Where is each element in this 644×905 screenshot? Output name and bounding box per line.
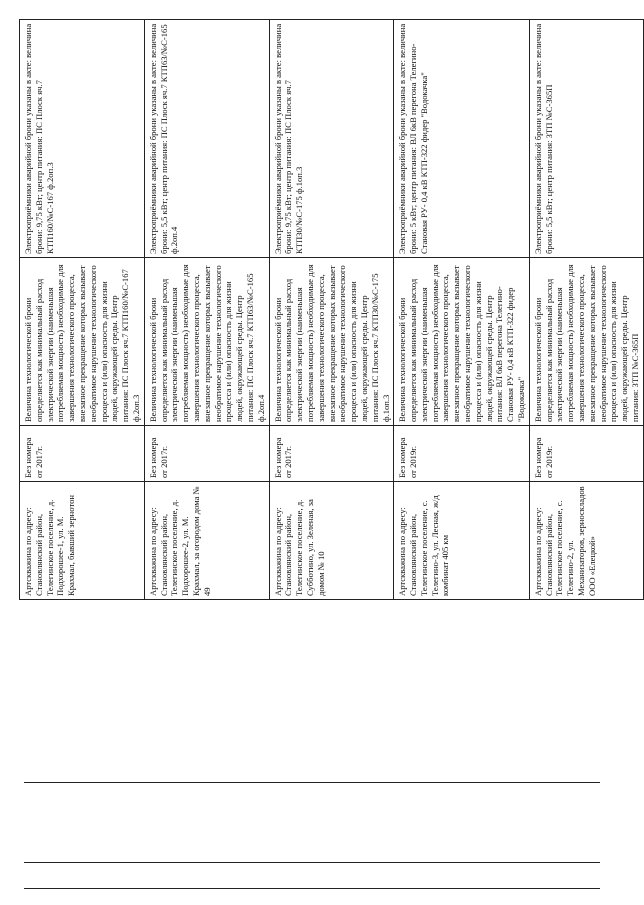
description-cell: Величина технологической брони определяется как минимальный расход электрической энергии (наименьшая потребляемая мощность) необходимые для завершения технологического процесса, внезапное прекращение которых вызывает необратимое нарушение технологического процесса и (или) опасность для жизни людей, окружающей среды. Центр питания: ВЛ 6кВ перегона Телегино-Становая РУ- 0,4 кВ КТП-322 фидер "Водокачка" [394, 258, 530, 426]
emergency-reserve-table [19, 19, 644, 600]
reserve-info-cell: Электроприёмники аварийной брони указаны в акте: величина брони: 9,75 кВт; центр питания: ПС Плоск яч.7 КТП160/№С-167 ф.2оп.3 [20, 20, 145, 258]
reserve-info-cell: Электроприёмники аварийной брони указаны в акте: величина брони: 5 кВт; центр питания: ВЛ 6кВ перегона Телегино- Становая РУ- 0,4 кВ КТП-322 фидер "Водокачка" [394, 20, 530, 258]
address-cell: Артскважина по адресу: Становлянский район, Телегинское поселение, с. Телегино-2, ул. Механизаторов, зерноскладов ООО «Елецкой» [529, 482, 643, 600]
table-row [529, 20, 643, 600]
table-row [20, 20, 145, 600]
description-cell: Величина технологической брони определяется как минимальный расход электрической энергии (наименьшая потребляемая мощность) необходимые для завершения технологического процесса, внезапное прекращение которых вызывает необратимое нарушение технологического процесса и (или) опасность для жизни людей, окружающей среды. Центр питания: ПС Плоск яч.7 КТП160/№С-167 ф.2оп.3 [20, 258, 145, 426]
reserve-info-cell: Электроприёмники аварийной брони указаны в акте: величина брони: 5,5 кВт; центр питания: ЗТП №С-365П [529, 20, 643, 258]
address-cell: Артскважина по адресу: Становлянский район, Телегинское поселение, д. Подхорошее-2, ул. М. Крахмал, за огородом дома № 49 [144, 482, 269, 600]
description-cell: Величина технологической брони определяется как минимальный расход электрической энергии (наименьшая потребляемая мощность) необходимые для завершения технологического процесса, внезапное прекращение которых вызывает необратимое нарушение технологического процесса и (или) опасность для жизни людей, окружающей среды. Центр питания: ПС Плоск яч.7 КТП30/№С-175 ф.1оп.3 [269, 258, 394, 426]
rotated-table-wrapper [19, 20, 641, 600]
description-cell: Величина технологической брони определяется как минимальный расход электрической энергии (наименьшая потребляемая мощность) необходимые для завершения технологического процесса, внезапное прекращение которых вызывает необратимое нарушение технологического процесса и (или) опасность для жизни людей, окружающей среды. Центр питания: ПС Плоск яч.7 КТП63/№С-165 ф.2оп.4 [144, 258, 269, 426]
address-cell: Артскважина по адресу: Становлянский район, Телегинское поселение, с. Телегино-3, ул. Лесная, ж/д комбинат 405 км [394, 482, 530, 600]
document-cell: Без номера от 2019г. [394, 426, 530, 482]
horizontal-rule [24, 862, 600, 863]
document-cell: Без номера от 2017г. [269, 426, 394, 482]
reserve-info-cell: Электроприёмники аварийной брони указаны в акте: величина брони: 9,75 кВт; центр питания: ПС Плоск яч.7 КТП30/№С-175 ф.1оп.3 [269, 20, 394, 258]
table-row [269, 20, 394, 600]
horizontal-rule [24, 888, 600, 889]
reserve-info-cell: Электроприёмники аварийной брони указаны в акте: величина брони: 5,5 кВт; центр питания: ПС Плоск яч.7 КТП63/№С-165 ф.2оп.4 [144, 20, 269, 258]
description-cell: Величина технологической брони определяется как минимальный расход электрической энергии (наименьшая потребляемая мощность) необходимые для завершения технологического процесса, внезапное прекращение которых вызывает необратимое нарушение технологического процесса и (или) опасность для жизни людей, окружающей среды. Центр питания: ЗТП №С-365П [529, 258, 643, 426]
table-row [144, 20, 269, 600]
table-row [394, 20, 530, 600]
horizontal-rule [24, 782, 600, 783]
address-cell: Артскважина по адресу: Становлянский район, Телегинское поселение, д. Субботино, ул. Зеленая, за домом № 10 [269, 482, 394, 600]
document-cell: Без номера от 2017г. [144, 426, 269, 482]
document-cell: Без номера от 2019г. [529, 426, 643, 482]
address-cell: Артскважина по адресу: Становлянский район, Телегинское поселение, д. Подхорошее-1, ул. М. Крахмал, бывший зернотон [20, 482, 145, 600]
document-cell: Без номера от 2017г. [20, 426, 145, 482]
